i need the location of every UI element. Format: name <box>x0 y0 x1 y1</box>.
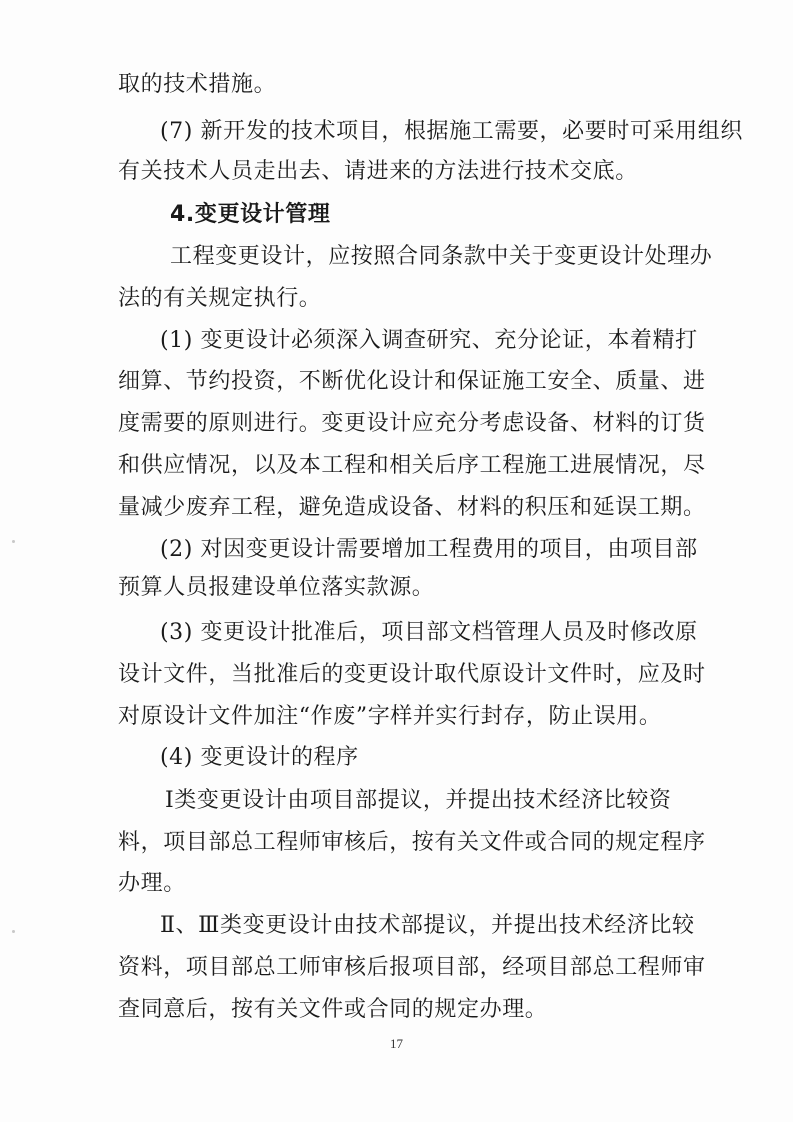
text-line: 细算、节约投资，不断优化设计和保证施工安全、质量、进 <box>118 369 706 394</box>
text-line: 和供应情况，以及本工程和相关后序工程施工进展情况，尽 <box>118 453 706 478</box>
text-line: (7) 新开发的技术项目，根据施工需要，必要时可采用组织 <box>160 119 743 144</box>
text-line: 资料，项目部总工师审核后报项目部，经项目部总工程师审 <box>118 955 706 980</box>
text-line: 量减少废弃工程，避免造成设备、材料的积压和延误工期。 <box>118 495 706 520</box>
scan-speck <box>12 930 15 933</box>
text-line: (2) 对因变更设计需要增加工程费用的项目，由项目部 <box>160 537 698 562</box>
text-line: 工程变更设计，应按照合同条款中关于变更设计处理办 <box>170 244 713 269</box>
text-line: 料，项目部总工程师审核后，按有关文件或合同的规定程序 <box>118 830 706 855</box>
text-line: 预算人员报建设单位落实款源。 <box>118 575 435 600</box>
text-line: Ⅰ类变更设计由项目部提议，并提出技术经济比较资 <box>165 788 672 813</box>
text-line: Ⅱ、Ⅲ类变更设计由技术部提议，并提出技术经济比较 <box>160 913 695 938</box>
text-line: 取的技术措施。 <box>118 72 277 97</box>
text-line: 办理。 <box>118 871 186 896</box>
text-line: 度需要的原则进行。变更设计应充分考虑设备、材料的订货 <box>118 411 706 436</box>
text-line: (4) 变更设计的程序 <box>160 745 359 770</box>
text-line: 对原设计文件加注“作废”字样并实行封存，防止误用。 <box>118 704 662 729</box>
text-line: (1) 变更设计必须深入调查研究、充分论证，本着精打 <box>160 328 698 353</box>
text-line: 有关技术人员走出去、请进来的方法进行技术交底。 <box>118 159 638 184</box>
page-number: 17 <box>390 1036 403 1051</box>
text-line: 法的有关规定执行。 <box>118 286 322 311</box>
scan-speck <box>12 540 15 543</box>
text-line: 设计文件，当批准后的变更设计取代原设计文件时，应及时 <box>118 662 706 687</box>
text-line: (3) 变更设计批准后，项目部文档管理人员及时修改原 <box>160 620 698 645</box>
section-heading: 4.变更设计管理 <box>170 202 331 227</box>
text-line: 查同意后，按有关文件或合同的规定办理。 <box>118 997 548 1022</box>
